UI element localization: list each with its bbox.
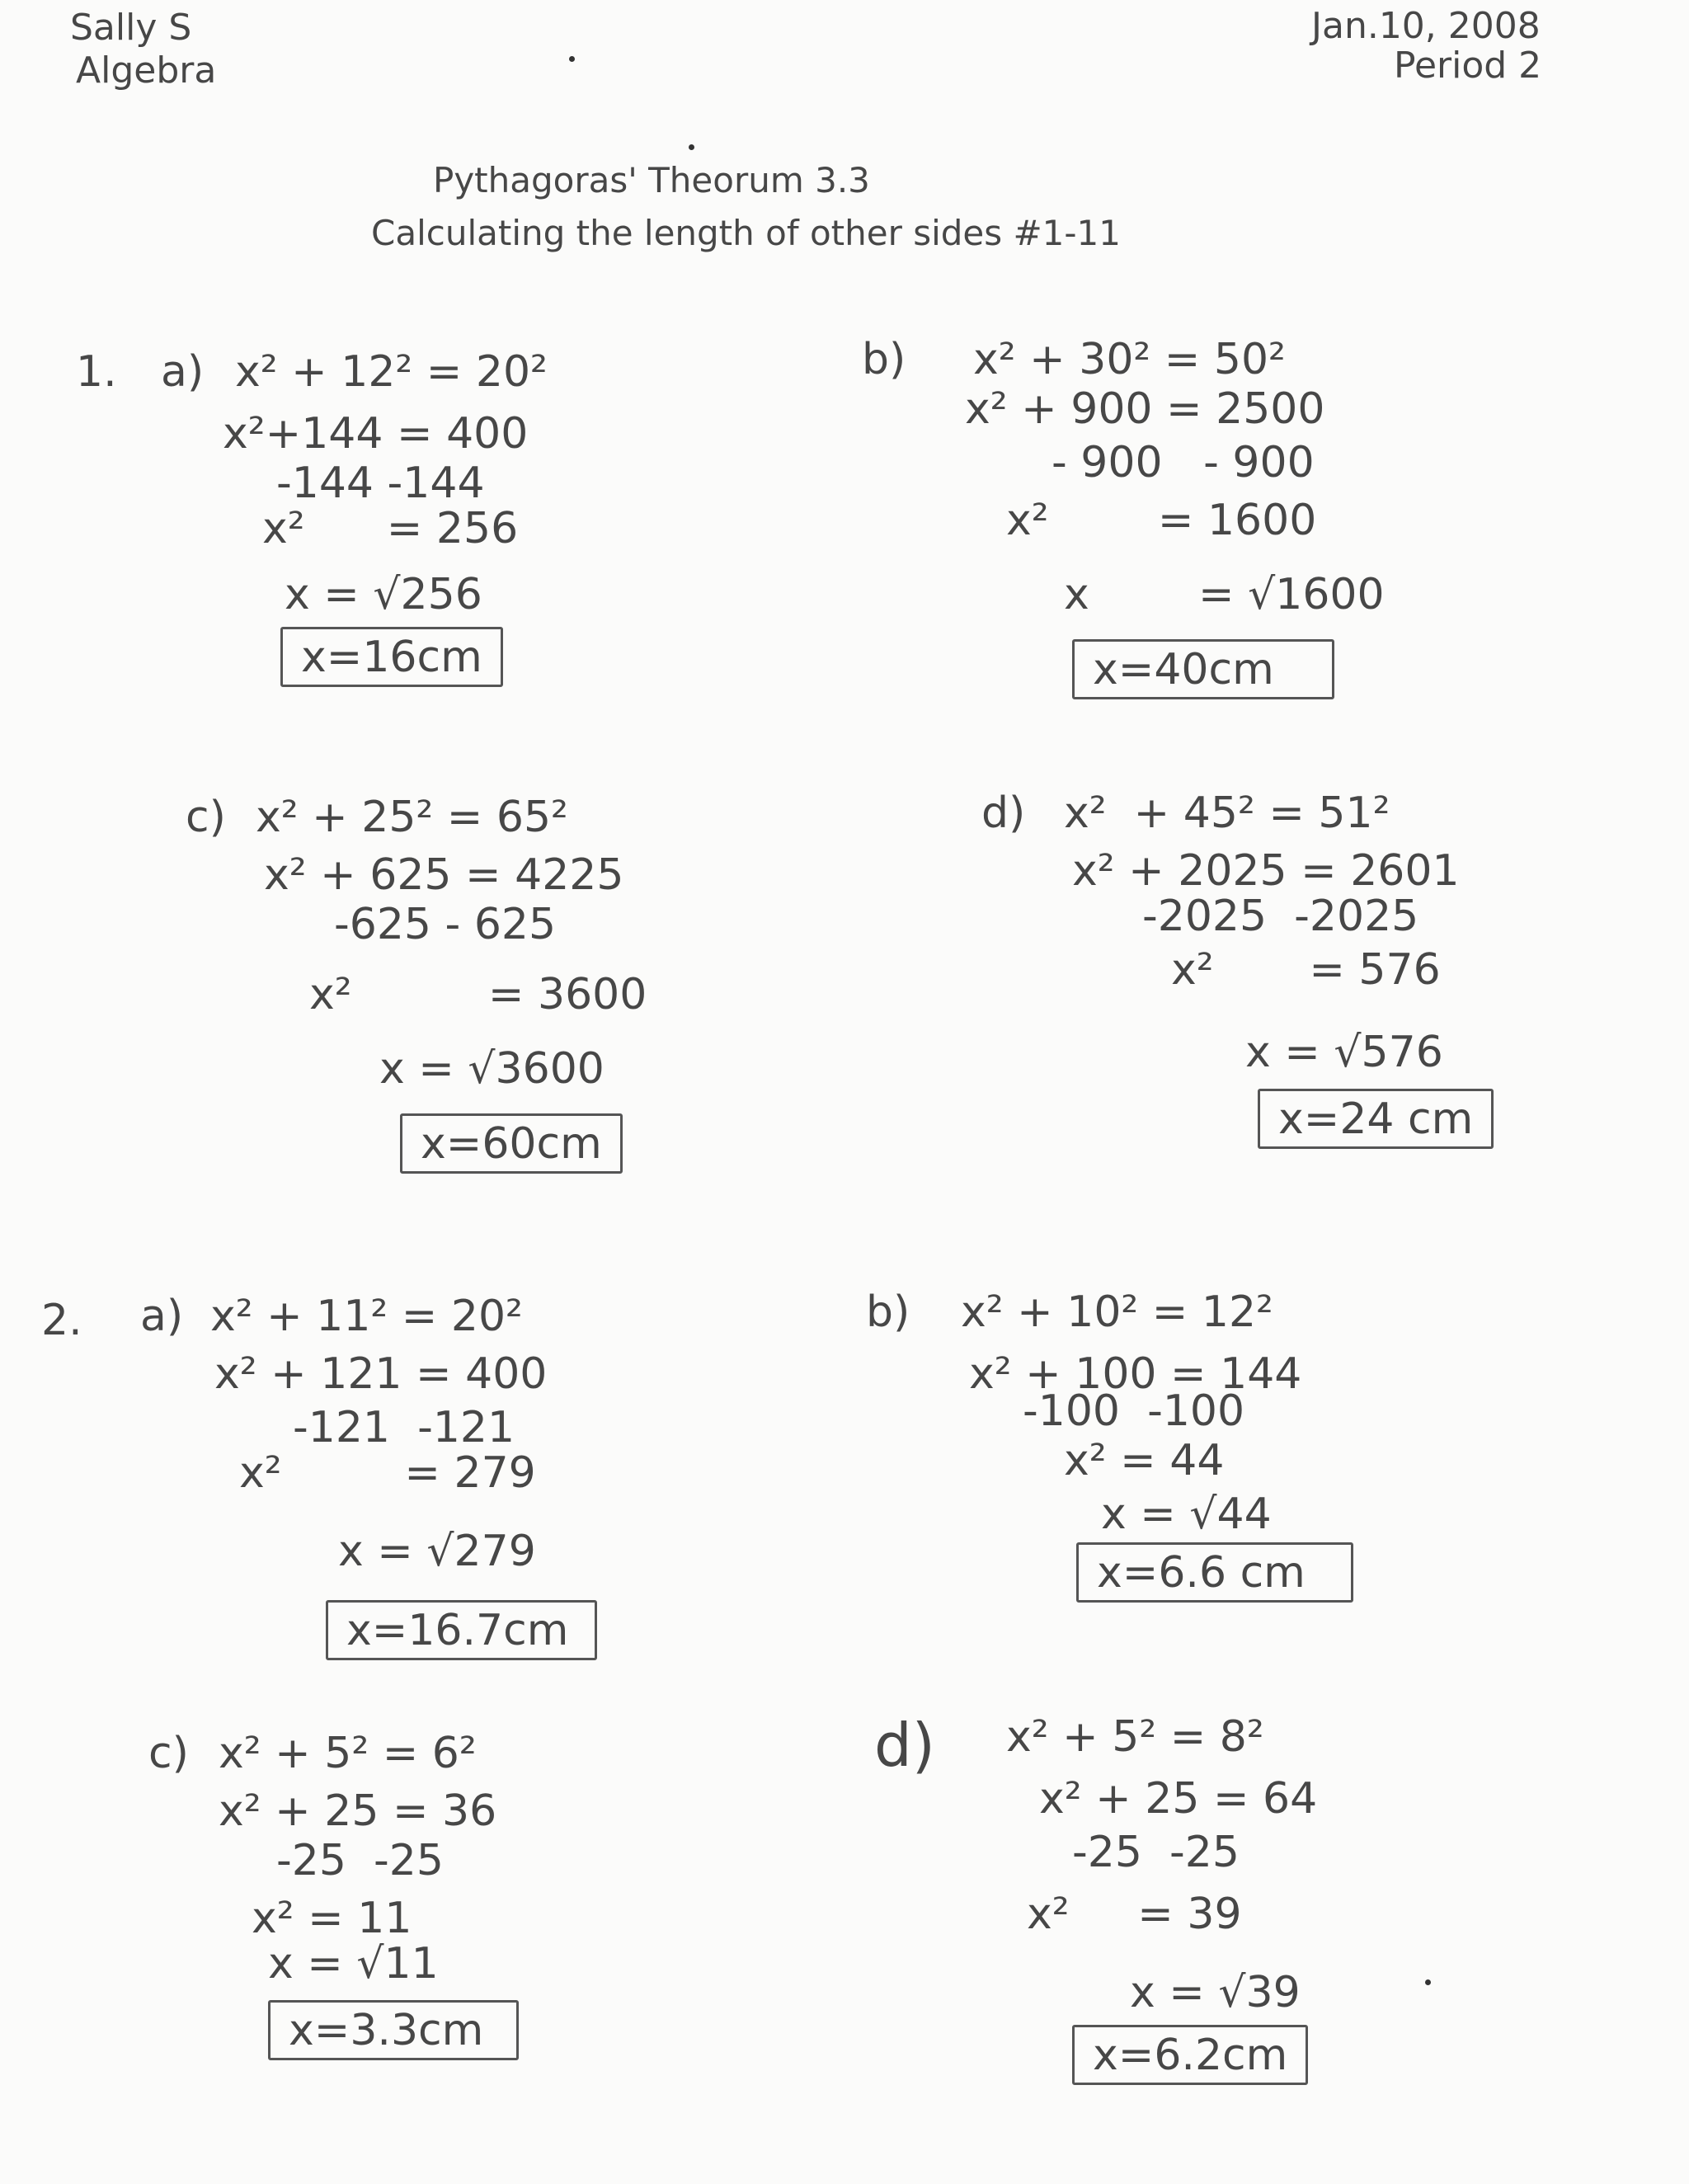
- equation-line: -25 -25: [276, 1836, 444, 1885]
- part-label: a): [140, 1292, 184, 1341]
- answer-box: x=60cm: [400, 1113, 623, 1174]
- equation-line: x² + 900 = 2500: [965, 384, 1325, 434]
- equation-line: -2025 -2025: [1142, 892, 1419, 941]
- answer-box: x=16.7cm: [326, 1600, 597, 1660]
- equation-line: x² = 44: [1064, 1436, 1225, 1485]
- part-label: c): [186, 793, 226, 842]
- equation-line: x = √44: [1101, 1490, 1272, 1539]
- title-line-1: Pythagoras' Theorum 3.3: [433, 160, 870, 200]
- date: Jan.10, 2008: [1311, 5, 1541, 47]
- stray-mark: [689, 144, 694, 150]
- period: Period 2: [1394, 45, 1542, 87]
- equation-line: x² + 5² = 8²: [1006, 1712, 1264, 1762]
- equation-line: x = √1600: [1064, 570, 1385, 619]
- equation-line: -121 -121: [293, 1403, 515, 1452]
- equation-line: x² + 10² = 12²: [961, 1287, 1273, 1337]
- student-name: Sally S: [70, 7, 192, 49]
- equation-line: x = √3600: [379, 1044, 605, 1094]
- title-line-2: Calculating the length of other sides #1-11: [371, 213, 1121, 253]
- equation-line: x² + 2025 = 2601: [1072, 846, 1460, 896]
- equation-line: x = √576: [1245, 1028, 1443, 1077]
- equation-line: x² = 576: [1171, 945, 1441, 995]
- equation-line: x² + 45² = 51²: [1064, 788, 1390, 838]
- subject: Algebra: [76, 49, 217, 92]
- equation-line: -625 - 625: [334, 900, 557, 949]
- part-label: d): [981, 788, 1026, 838]
- equation-line: x² + 25 = 64: [1039, 1774, 1318, 1824]
- answer-box: x=6.6 cm: [1076, 1542, 1353, 1603]
- equation-line: x² + 100 = 144: [969, 1349, 1302, 1399]
- part-label: c): [148, 1729, 189, 1778]
- problem-number-2: 2.: [41, 1296, 82, 1345]
- equation-line: x²+144 = 400: [223, 409, 529, 459]
- equation-line: x² + 5² = 6²: [219, 1729, 477, 1778]
- equation-line: x = √11: [268, 1939, 439, 1989]
- equation-line: x² + 12² = 20²: [235, 347, 548, 397]
- equation-line: - 900 - 900: [1052, 438, 1315, 487]
- equation-line: x² = 279: [239, 1448, 536, 1498]
- equation-line: x² + 30² = 50²: [973, 335, 1286, 384]
- equation-line: x² + 11² = 20²: [210, 1292, 523, 1341]
- equation-line: x = √279: [338, 1527, 536, 1576]
- answer-box: x=40cm: [1072, 639, 1334, 699]
- equation-line: x² + 625 = 4225: [264, 850, 624, 900]
- equation-line: x² + 25 = 36: [219, 1786, 497, 1836]
- equation-line: x² + 121 = 400: [214, 1349, 548, 1399]
- answer-box: x=16cm: [280, 627, 503, 687]
- equation-line: x = √256: [285, 570, 482, 619]
- equation-line: x² = 39: [1027, 1890, 1242, 1939]
- equation-line: x² = 11: [252, 1894, 412, 1943]
- stray-mark: [1425, 1979, 1431, 1985]
- equation-line: x² + 25² = 65²: [256, 793, 568, 842]
- problem-number-1: 1.: [76, 347, 117, 397]
- equation-line: x = √39: [1130, 1968, 1301, 2017]
- equation-line: -25 -25: [1072, 1828, 1240, 1877]
- answer-box: x=6.2cm: [1072, 2025, 1308, 2085]
- part-label: a): [161, 347, 205, 397]
- part-label: b): [866, 1287, 910, 1337]
- equation-line: -144 -144: [276, 459, 485, 508]
- stray-mark: [569, 56, 575, 62]
- part-label: b): [862, 335, 906, 384]
- answer-box: x=24 cm: [1258, 1089, 1494, 1149]
- equation-line: x² = 256: [262, 504, 519, 553]
- equation-line: -100 -100: [1023, 1386, 1245, 1436]
- equation-line: x² = 3600: [309, 970, 647, 1019]
- equation-line: x² = 1600: [1006, 496, 1317, 545]
- answer-box: x=3.3cm: [268, 2000, 519, 2060]
- part-label: d): [874, 1711, 935, 1780]
